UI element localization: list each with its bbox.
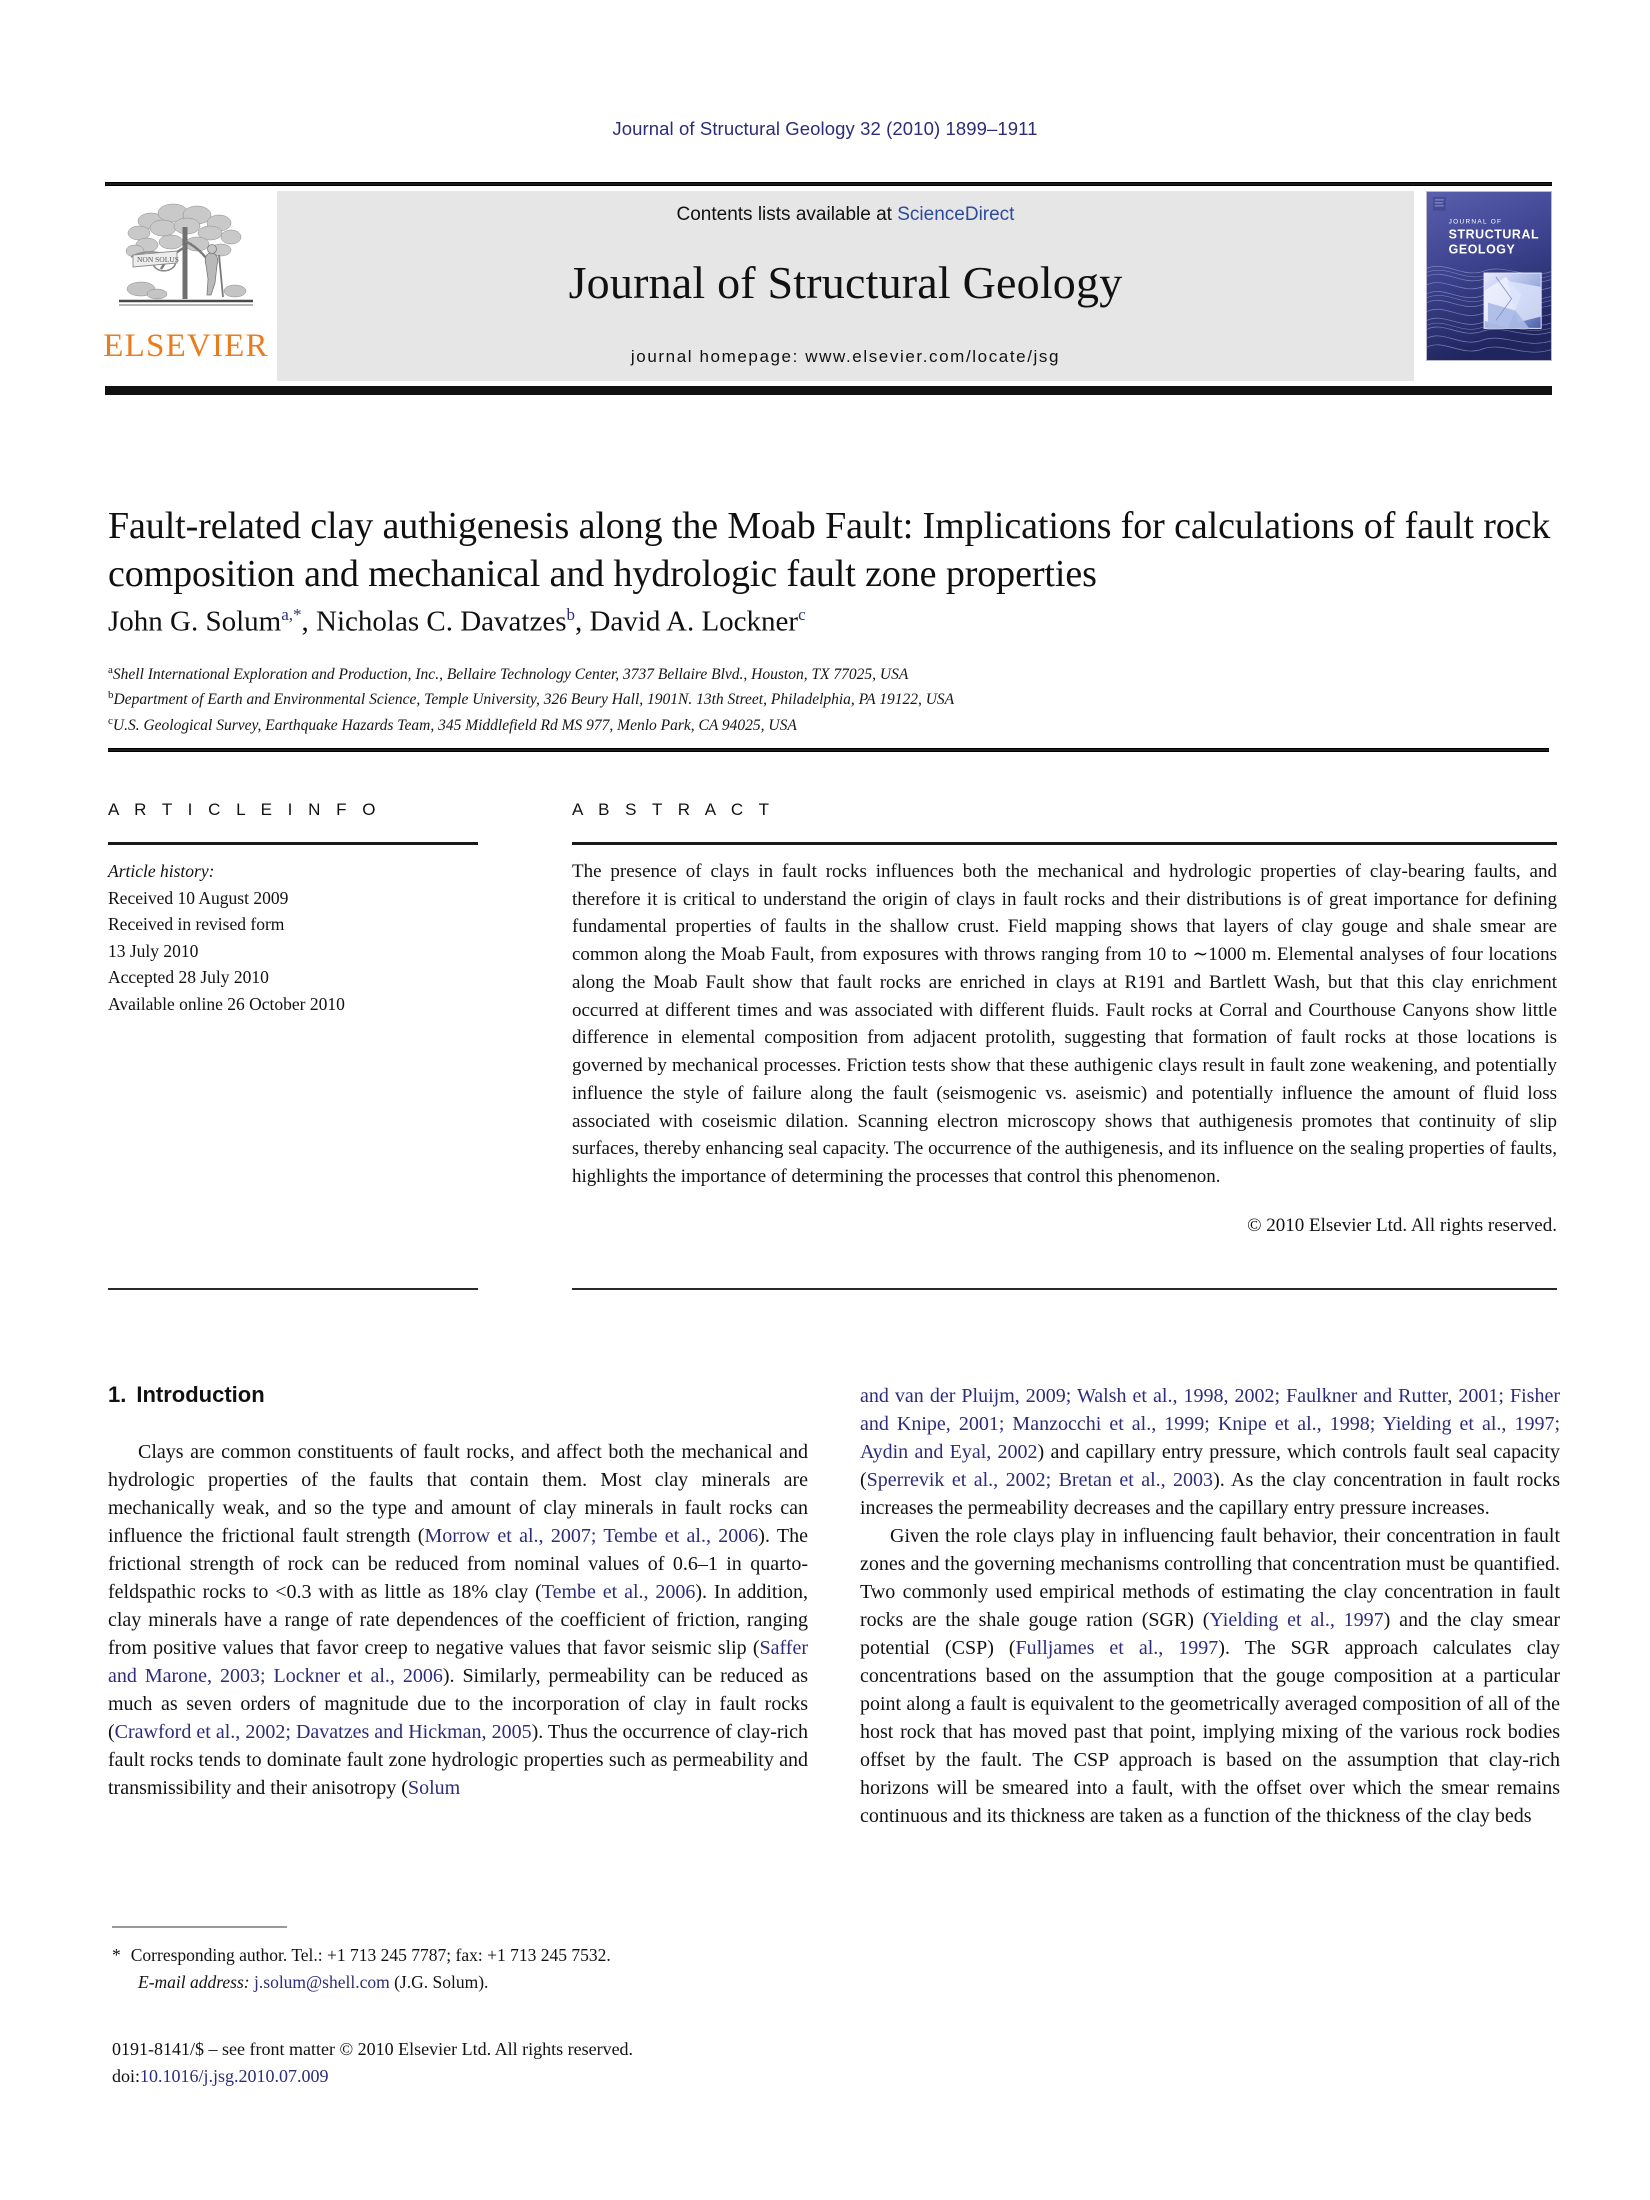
body-column-right <box>860 1382 1560 1830</box>
info-band-top-rule <box>108 748 1549 752</box>
body-text-run: ). The SGR approach calculates clay concentrations based on the assumption that the gouge composition at a particular point along a fault is equivalent to the geometrically averaged composition of all of the host rock that has moved past that point, implying mixing of the various rock bodies offset by the fault. The CSP approach is based on the assumption that clay-rich horizons will be smeared into a fault, with the offset over which the smear remains continuous and its thickness are taken as a function of the thickness of the clay beds <box>860 1637 1561 1827</box>
author-list: John G. Solum$^{a,*}$, Nicholas C. Davatzes$^b$, David A. Lockner$^c$ <box>108 605 806 638</box>
elsevier-wordmark: ELSEVIER <box>103 328 269 364</box>
affiliation-text-c: U.S. Geological Survey, Earthquake Hazards Team, 345 Middlefield Rd MS 977, Menlo Park, CA 94025, USA <box>112 716 797 734</box>
email-address-link[interactable]: j.solum@shell.com <box>254 1971 390 1992</box>
email-address-suffix: (J.G. Solum). <box>394 1971 489 1992</box>
body-text-run: Clays are common constituents of fault rocks, and affect both the mechanical and hydrologic properties of the faults that contain them. Most clay minerals are mechanically weak, and so the type and amount of clay minerals in fault rocks can influence the frictional fault strength ( <box>108 1441 808 1547</box>
journal-cover-art <box>1427 192 1551 360</box>
citation-link[interactable]: Yielding et al., 1997 <box>1209 1609 1384 1631</box>
journal-cover-thumbnail <box>1426 191 1552 361</box>
article-history-item: Received in revised form <box>108 914 285 935</box>
abstract-label: A B S T R A C T <box>572 800 775 819</box>
intro-paragraph-right-2 <box>860 1522 1560 1830</box>
citation-link[interactable]: Sperrevik et al., 2002; Bretan et al., 2003 <box>866 1469 1214 1491</box>
info-band-bottom-rule-right <box>572 1288 1557 1290</box>
abstract-divider <box>572 842 1557 845</box>
affiliation-item <box>108 662 1508 687</box>
imprint-block <box>112 2036 852 2089</box>
masthead-top-rule <box>105 182 1552 186</box>
contents-prefix-text: Contents lists available at <box>676 204 898 225</box>
citation-link[interactable]: Tembe et al., 2006 <box>541 1581 696 1603</box>
intro-paragraph-right-1 <box>860 1382 1560 1522</box>
doi-label: doi: <box>112 2065 141 2086</box>
article-history-item: 13 July 2010 <box>108 940 199 961</box>
citation-link[interactable]: Crawford et al., 2002; Davatzes and Hickman, 2005 <box>114 1721 532 1743</box>
body-text-run: ). As the clay concentration in fault rocks increases the permeability decreases and the capillary entry pressure increases. <box>860 1469 1560 1519</box>
footnote-line-2 <box>112 1969 812 1996</box>
article-history-item: Received 10 August 2009 <box>108 887 289 908</box>
article-info-column <box>108 800 478 1018</box>
author-mark-3: c <box>798 605 806 624</box>
abstract-copyright: © 2010 Elsevier Ltd. All rights reserved. <box>1247 1214 1557 1236</box>
author-mark-2: b <box>566 605 575 624</box>
body-text-run: ) and the clay smear potential (CSP) ( <box>860 1609 1560 1659</box>
journal-banner <box>277 191 1414 381</box>
body-text-run: Given the role clays play in influencing fault behavior, their concentration in fault zones and the governing mechanisms controlling that concentration must be quantified. Two commonly used empirical methods of estimating the clay concentration in fault rocks are the shale gouge ration (SGR) ( <box>860 1525 1560 1631</box>
masthead-bottom-rule <box>105 386 1552 395</box>
author-name-1: John G. Solum <box>108 605 282 638</box>
elsevier-logo <box>105 191 267 381</box>
affiliation-mark-a: a <box>108 664 113 676</box>
article-history-label: Article history: <box>108 861 215 881</box>
svg-text:STRUCTURAL: STRUCTURAL <box>1448 227 1540 242</box>
article-history <box>108 858 478 1018</box>
email-address-label: E-mail address: <box>138 1971 250 1992</box>
author-name-2: Nicholas C. Davatzes <box>316 605 567 638</box>
affiliation-item <box>108 713 1508 738</box>
elsevier-tree-icon <box>111 195 261 327</box>
body-text-run: ) and capillary entry pressure, which controls fault seal capacity ( <box>860 1441 1560 1491</box>
imprint-front-matter: 0191-8141/$ – see front matter © 2010 Elsevier Ltd. All rights reserved. <box>112 2039 634 2059</box>
body-text-run: ). Similarly, permeability can be reduced as much as seven orders of magnitude due to the incorporation of clay in fault rocks ( <box>108 1665 808 1743</box>
affiliation-item <box>108 687 1508 712</box>
imprint-doi <box>112 2063 852 2090</box>
citation-link[interactable]: Fulljames et al., 1997 <box>1015 1637 1219 1659</box>
citation-link[interactable]: Saffer and Marone, 2003; Lockner et al., 2006 <box>108 1637 808 1687</box>
svg-text:GEOLOGY: GEOLOGY <box>1448 242 1516 257</box>
body-column-left <box>108 1382 808 1802</box>
body-text-run: ). In addition, clay minerals have a range of rate dependences of the coefficient of friction, ranging from positive values that favor creep to negative values that favor seismic slip ( <box>108 1581 808 1659</box>
intro-paragraph-left <box>108 1438 808 1802</box>
svg-text:JOURNAL OF: JOURNAL OF <box>1448 218 1503 226</box>
abstract-text: The presence of clays in fault rocks influences both the mechanical and hydrologic properties of clay-bearing faults, and therefore it is critical to understand the origin of clays in fault rocks and their distributions is of great importance for defining fundamental properties of faults in the shallow crust. Field mapping shows that layers of clay gouge and shale smear are common along the Moab Fault, from exposures with throws ranging from 10 to ∼1000 m. Elemental analyses of four locations along the Moab Fault show that fault rocks are enriched in clays at R191 and Bartlett Wash, but that this clay enrichment occurred at different times and was associated with different fluids. Fault rocks at Corral and Courthouse Canyons show little difference in elemental composition from adjacent protolith, suggesting that formation of fault rocks at those locations is governed by mechanical processes. Friction tests show that these authigenic clays result in fault zone weakening, and potentially influence the style of failure along the fault (seismogenic vs. aseismic) and potentially influence the amount of fluid loss associated with coseismic dilation. Scanning electron microscopy shows that authigenesis promotes that continuity of slip surfaces, thereby enhancing seal capacity. The occurrence of the authigenesis, and its influence on the sealing properties of faults, highlights the importance of determining the processes that control this phenomenon. <box>572 861 1557 1188</box>
journal-homepage[interactable]: journal homepage: www.elsevier.com/locate/jsg <box>630 347 1061 366</box>
citation-link[interactable]: and van der Pluijm, 2009; Walsh et al., 1998, 2002; Faulkner and Rutter, 2001; Fisher and Knipe, 2001; Manzocchi et al., 1999; Knipe et al., 1998; Yielding et al., 1997; Aydin and Eyal, 2002 <box>860 1385 1560 1463</box>
info-band-bottom-rule-left <box>108 1288 478 1290</box>
journal-masthead <box>105 182 1552 394</box>
body-text-run: ). Thus the occurrence of clay-rich fault rocks tends to dominate fault zone hydrologic properties such as permeability and transmissibility and their anisotropy ( <box>108 1721 808 1799</box>
article-info-divider <box>108 842 478 845</box>
doi-link[interactable]: 10.1016/j.jsg.2010.07.009 <box>140 2065 329 2086</box>
sciencedirect-link[interactable]: ScienceDirect <box>897 204 1015 225</box>
affiliation-mark-c: c <box>108 714 113 727</box>
affiliation-text-a: Shell International Exploration and Production, Inc., Bellaire Technology Center, 3737 Bellaire Blvd., Houston, TX 77025, USA <box>112 666 909 684</box>
author-mark-1: a,* <box>281 605 302 624</box>
footnote-asterisk: * <box>112 1945 121 1965</box>
footnote-corresponding-text: Corresponding author. Tel.: +1 713 245 7787; fax: +1 713 245 7532. <box>130 1945 611 1965</box>
affiliation-list <box>108 662 1508 738</box>
footnote-divider <box>112 1926 287 1928</box>
article-history-item: Accepted 28 July 2010 <box>108 967 269 988</box>
running-head: Journal of Structural Geology 32 (2010) 1899–1911 <box>612 118 1038 139</box>
corresponding-author-footnote <box>112 1942 812 1995</box>
svg-text:NON SOLUS: NON SOLUS <box>137 255 179 264</box>
section-title: Introduction <box>136 1382 265 1407</box>
journal-title: Journal of Structural Geology <box>568 257 1123 308</box>
author-name-3: David A. Lockner <box>589 605 799 638</box>
abstract-column <box>572 800 1557 1237</box>
body-text-run: ). The frictional strength of rock can be reduced from nominal values of 0.6–1 in quarto-feldspathic rocks to <0.3 with as little as 18% clay ( <box>108 1525 808 1603</box>
citation-link[interactable]: Solum <box>407 1777 461 1799</box>
footnote-line-1 <box>112 1942 812 1969</box>
affiliation-mark-b: b <box>108 689 114 702</box>
contents-available-line <box>677 204 1015 226</box>
article-info-label: A R T I C L E I N F O <box>108 800 381 819</box>
citation-link[interactable]: Morrow et al., 2007; Tembe et al., 2006 <box>424 1525 759 1547</box>
article-history-item: Available online 26 October 2010 <box>108 993 345 1014</box>
page-title: Fault-related clay authigenesis along the Moab Fault: Implications for calculations of fault rock composition and mechanical and hydrologic fault zone properties <box>108 505 1551 595</box>
section-heading-introduction <box>108 1382 808 1408</box>
section-number: 1. <box>108 1382 127 1407</box>
affiliation-text-b: Department of Earth and Environmental Science, Temple University, 326 Beury Hall, 1901N. 13th Street, Philadelphia, PA 19122, USA <box>113 691 955 709</box>
